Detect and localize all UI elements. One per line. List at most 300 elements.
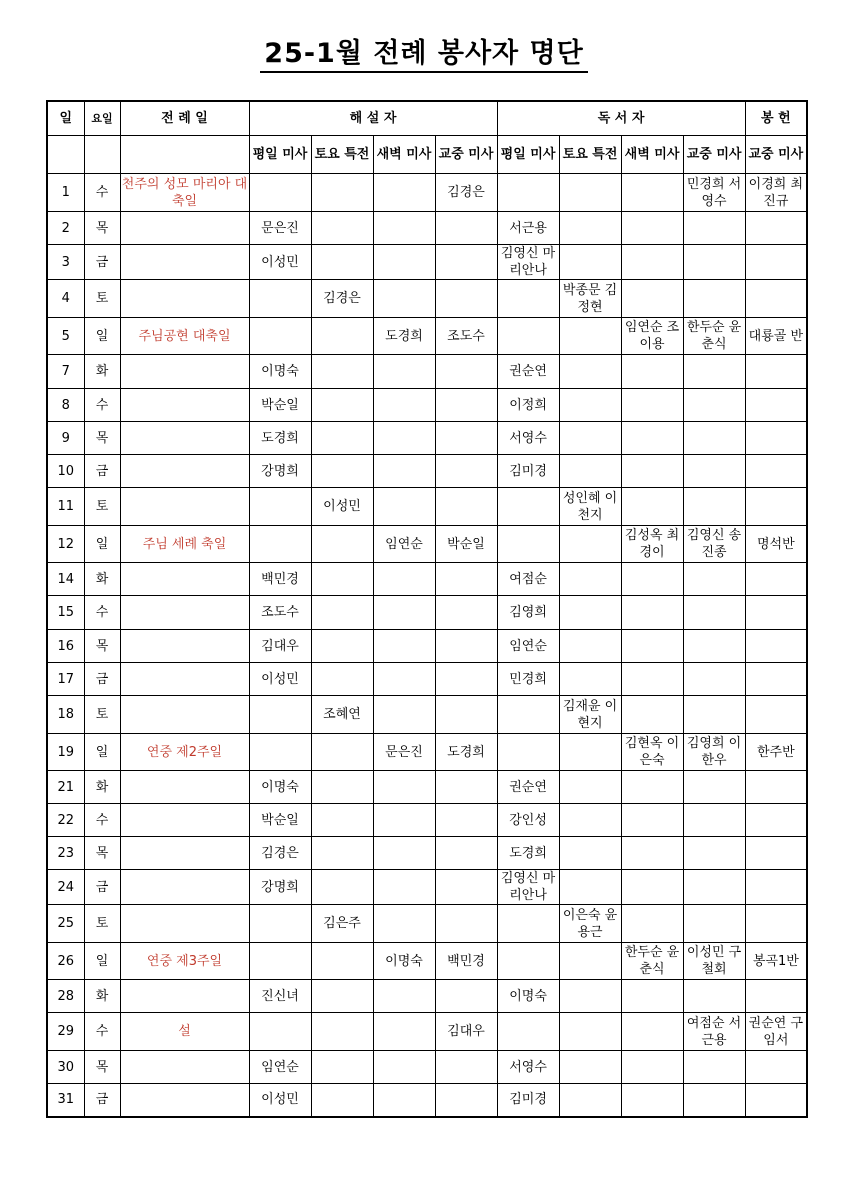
weekday-cell: 화 [84,355,120,389]
weekday-cell: 일 [84,734,120,771]
commentator-saturday-cell [311,596,373,630]
lector-dawn-cell [621,696,683,734]
weekday-cell: 금 [84,245,120,280]
day-cell: 8 [47,389,84,422]
commentator-dawn-cell [373,245,435,280]
commentator-weekday-cell [249,905,311,943]
offering-cell [745,870,807,905]
day-cell: 17 [47,663,84,696]
day-cell: 4 [47,280,84,318]
header-offering: 봉 헌 [745,101,807,136]
offering-cell [745,837,807,870]
liturgy-cell [120,245,249,280]
commentator-dawn-cell: 이명숙 [373,943,435,980]
lector-weekday-cell: 서근용 [497,212,559,245]
day-cell: 31 [47,1084,84,1117]
day-cell: 14 [47,563,84,596]
commentator-dawn-cell [373,1051,435,1084]
commentator-saturday-cell [311,245,373,280]
weekday-cell: 금 [84,455,120,488]
commentator-weekday-cell: 문은진 [249,212,311,245]
lector-saturday-cell [559,422,621,455]
lector-weekday-cell: 김영신 마리안나 [497,245,559,280]
lector-dawn-cell: 김성옥 최경이 [621,526,683,563]
lector-dawn-cell [621,455,683,488]
lector-dawn-cell [621,389,683,422]
commentator-main-cell [435,563,497,596]
offering-cell [745,488,807,526]
commentator-saturday-cell [311,526,373,563]
page-title [0,38,848,73]
lector-saturday-cell [559,389,621,422]
day-cell: 15 [47,596,84,630]
lector-weekday-cell: 도경희 [497,837,559,870]
weekday-cell: 금 [84,663,120,696]
lector-main-cell: 이성민 구철회 [683,943,745,980]
table-row [47,455,807,488]
commentator-main-cell [435,389,497,422]
table-row [47,837,807,870]
table-row [47,943,807,980]
lector-main-cell: 김영신 송진종 [683,526,745,563]
header-day: 일 [47,101,84,136]
commentator-dawn-cell [373,696,435,734]
commentator-dawn-cell [373,804,435,837]
lector-dawn-cell [621,596,683,630]
offering-cell [745,804,807,837]
table-row [47,870,807,905]
lector-main-cell [683,212,745,245]
commentator-saturday-cell [311,837,373,870]
lector-weekday-cell [497,1013,559,1051]
commentator-main-cell [435,663,497,696]
commentator-main-cell [435,804,497,837]
commentator-weekday-cell: 이성민 [249,663,311,696]
weekday-cell: 수 [84,804,120,837]
commentator-dawn-cell [373,280,435,318]
day-cell: 21 [47,771,84,804]
lector-main-cell [683,245,745,280]
commentator-saturday-cell: 조혜연 [311,696,373,734]
weekday-cell: 수 [84,596,120,630]
lector-weekday-cell: 김미경 [497,455,559,488]
roster-body [47,174,807,1117]
commentator-main-cell [435,837,497,870]
lector-weekday-cell: 이정희 [497,389,559,422]
offering-cell: 한주반 [745,734,807,771]
liturgy-cell [120,389,249,422]
liturgy-cell [120,870,249,905]
commentator-main-cell [435,905,497,943]
liturgy-cell [120,771,249,804]
header-c-sat: 토요 특전 [311,136,373,174]
lector-dawn-cell [621,663,683,696]
table-row [47,422,807,455]
page-title-text: 25-1월 전례 봉사자 명단 [260,39,587,73]
offering-cell [745,355,807,389]
lector-dawn-cell [621,905,683,943]
liturgy-cell [120,804,249,837]
weekday-cell: 목 [84,837,120,870]
commentator-saturday-cell [311,1084,373,1117]
offering-cell [745,663,807,696]
lector-saturday-cell [559,870,621,905]
commentator-weekday-cell [249,318,311,355]
offering-cell [745,630,807,663]
commentator-dawn-cell [373,422,435,455]
lector-saturday-cell [559,837,621,870]
day-cell: 19 [47,734,84,771]
header-c-main: 교중 미사 [435,136,497,174]
lector-weekday-cell: 여점순 [497,563,559,596]
commentator-weekday-cell [249,1013,311,1051]
liturgy-cell: 연중 제2주일 [120,734,249,771]
lector-main-cell: 민경희 서영수 [683,174,745,212]
lector-weekday-cell [497,174,559,212]
liturgy-cell [120,563,249,596]
lector-weekday-cell: 서영수 [497,1051,559,1084]
commentator-weekday-cell [249,526,311,563]
commentator-main-cell [435,422,497,455]
lector-saturday-cell [559,318,621,355]
commentator-main-cell [435,696,497,734]
offering-cell [745,596,807,630]
commentator-weekday-cell: 강명희 [249,870,311,905]
commentator-saturday-cell: 김경은 [311,280,373,318]
lector-dawn-cell [621,1084,683,1117]
commentator-dawn-cell [373,870,435,905]
commentator-main-cell [435,212,497,245]
lector-saturday-cell [559,804,621,837]
day-cell: 24 [47,870,84,905]
lector-weekday-cell: 김영신 마리안나 [497,870,559,905]
offering-cell: 봉곡1반 [745,943,807,980]
lector-saturday-cell [559,245,621,280]
header-offering-main: 교중 미사 [745,136,807,174]
day-cell: 1 [47,174,84,212]
table-row [47,1084,807,1117]
commentator-weekday-cell: 이성민 [249,1084,311,1117]
liturgy-cell: 천주의 성모 마리아 대축일 [120,174,249,212]
weekday-cell: 목 [84,212,120,245]
day-cell: 18 [47,696,84,734]
commentator-dawn-cell [373,389,435,422]
lector-main-cell [683,596,745,630]
table-row [47,905,807,943]
weekday-cell: 수 [84,1013,120,1051]
lector-main-cell [683,905,745,943]
lector-weekday-cell: 권순연 [497,355,559,389]
lector-main-cell [683,389,745,422]
lector-main-cell [683,1051,745,1084]
lector-saturday-cell [559,1084,621,1117]
lector-weekday-cell: 김미경 [497,1084,559,1117]
lector-dawn-cell [621,174,683,212]
commentator-main-cell [435,280,497,318]
commentator-saturday-cell [311,630,373,663]
commentator-main-cell: 김경은 [435,174,497,212]
commentator-dawn-cell [373,1013,435,1051]
commentator-dawn-cell [373,630,435,663]
table-row [47,1013,807,1051]
commentator-saturday-cell [311,771,373,804]
lector-weekday-cell [497,526,559,563]
commentator-dawn-cell [373,1084,435,1117]
commentator-weekday-cell [249,943,311,980]
lector-weekday-cell: 강인성 [497,804,559,837]
commentator-main-cell [435,1051,497,1084]
weekday-cell: 수 [84,389,120,422]
table-row [47,980,807,1013]
commentator-main-cell [435,980,497,1013]
commentator-dawn-cell: 임연순 [373,526,435,563]
day-cell: 2 [47,212,84,245]
commentator-saturday-cell [311,734,373,771]
lector-saturday-cell [559,734,621,771]
commentator-dawn-cell [373,905,435,943]
lector-main-cell [683,804,745,837]
commentator-dawn-cell [373,488,435,526]
offering-cell: 권순연 구임서 [745,1013,807,1051]
weekday-cell: 화 [84,563,120,596]
lector-saturday-cell [559,630,621,663]
commentator-main-cell [435,771,497,804]
lector-main-cell [683,696,745,734]
day-cell: 26 [47,943,84,980]
table-row [47,804,807,837]
commentator-saturday-cell: 김은주 [311,905,373,943]
commentator-dawn-cell [373,837,435,870]
weekday-cell: 일 [84,943,120,980]
weekday-cell: 목 [84,630,120,663]
lector-main-cell: 여점순 서근용 [683,1013,745,1051]
weekday-cell: 수 [84,174,120,212]
commentator-weekday-cell: 강명희 [249,455,311,488]
day-cell: 3 [47,245,84,280]
commentator-weekday-cell: 진신녀 [249,980,311,1013]
day-cell: 11 [47,488,84,526]
lector-saturday-cell [559,980,621,1013]
lector-weekday-cell: 이명숙 [497,980,559,1013]
lector-saturday-cell [559,455,621,488]
liturgy-cell: 연중 제3주일 [120,943,249,980]
liturgy-cell: 주님공현 대축일 [120,318,249,355]
commentator-saturday-cell [311,804,373,837]
commentator-dawn-cell [373,980,435,1013]
table-row [47,212,807,245]
lector-dawn-cell [621,422,683,455]
offering-cell [745,1084,807,1117]
offering-cell [745,422,807,455]
lector-dawn-cell [621,280,683,318]
weekday-cell: 화 [84,771,120,804]
commentator-dawn-cell [373,355,435,389]
lector-saturday-cell [559,943,621,980]
lector-dawn-cell [621,804,683,837]
weekday-cell: 화 [84,980,120,1013]
day-cell: 10 [47,455,84,488]
commentator-dawn-cell [373,663,435,696]
offering-cell [745,563,807,596]
day-cell: 25 [47,905,84,943]
lector-saturday-cell [559,563,621,596]
commentator-weekday-cell [249,174,311,212]
day-cell: 30 [47,1051,84,1084]
lector-saturday-cell [559,212,621,245]
table-row [47,174,807,212]
liturgy-cell [120,1051,249,1084]
commentator-weekday-cell: 도경희 [249,422,311,455]
commentator-saturday-cell [311,389,373,422]
liturgy-cell [120,630,249,663]
lector-dawn-cell: 김현옥 이은숙 [621,734,683,771]
day-cell: 5 [47,318,84,355]
lector-dawn-cell [621,1013,683,1051]
table-row [47,563,807,596]
commentator-dawn-cell: 문은진 [373,734,435,771]
lector-main-cell [683,870,745,905]
liturgy-cell [120,212,249,245]
offering-cell [745,696,807,734]
offering-cell [745,771,807,804]
header-l-weekday: 평일 미사 [497,136,559,174]
commentator-weekday-cell: 이명숙 [249,355,311,389]
header-commentator: 해 설 자 [249,101,497,136]
weekday-cell: 목 [84,1051,120,1084]
lector-weekday-cell [497,734,559,771]
commentator-saturday-cell [311,355,373,389]
offering-cell [745,455,807,488]
commentator-weekday-cell: 박순일 [249,389,311,422]
commentator-main-cell: 김대우 [435,1013,497,1051]
day-cell: 7 [47,355,84,389]
liturgy-cell [120,455,249,488]
commentator-weekday-cell [249,280,311,318]
commentator-main-cell: 박순일 [435,526,497,563]
table-row [47,389,807,422]
lector-main-cell [683,422,745,455]
header-liturgy: 전 례 일 [120,101,249,136]
day-cell: 9 [47,422,84,455]
table-row [47,318,807,355]
offering-cell [745,980,807,1013]
lector-dawn-cell [621,488,683,526]
commentator-saturday-cell [311,174,373,212]
commentator-saturday-cell [311,422,373,455]
commentator-dawn-cell [373,455,435,488]
header-row-sub [47,136,807,174]
liturgy-cell [120,905,249,943]
commentator-dawn-cell: 도경희 [373,318,435,355]
lector-weekday-cell [497,318,559,355]
offering-cell [745,905,807,943]
table-row [47,488,807,526]
day-cell: 29 [47,1013,84,1051]
table-row [47,771,807,804]
liturgy-cell [120,1084,249,1117]
lector-weekday-cell: 권순연 [497,771,559,804]
weekday-cell: 목 [84,422,120,455]
commentator-weekday-cell: 박순일 [249,804,311,837]
commentator-dawn-cell [373,771,435,804]
weekday-cell: 일 [84,526,120,563]
offering-cell [745,389,807,422]
lector-weekday-cell: 임연순 [497,630,559,663]
commentator-saturday-cell [311,212,373,245]
table-row [47,734,807,771]
commentator-dawn-cell [373,596,435,630]
table-row [47,630,807,663]
lector-main-cell [683,455,745,488]
lector-dawn-cell [621,837,683,870]
day-cell: 22 [47,804,84,837]
lector-main-cell: 김영희 이한우 [683,734,745,771]
lector-main-cell [683,488,745,526]
commentator-main-cell [435,1084,497,1117]
commentator-saturday-cell [311,455,373,488]
lector-saturday-cell [559,1013,621,1051]
commentator-weekday-cell: 조도수 [249,596,311,630]
header-c-weekday: 평일 미사 [249,136,311,174]
commentator-saturday-cell [311,980,373,1013]
liturgy-cell [120,355,249,389]
lector-weekday-cell [497,488,559,526]
day-cell: 28 [47,980,84,1013]
weekday-cell: 토 [84,696,120,734]
commentator-main-cell: 백민경 [435,943,497,980]
weekday-cell: 일 [84,318,120,355]
offering-cell [745,212,807,245]
weekday-cell: 금 [84,870,120,905]
lector-weekday-cell: 김영희 [497,596,559,630]
lector-saturday-cell: 박종문 김정현 [559,280,621,318]
commentator-main-cell [435,488,497,526]
lector-saturday-cell [559,771,621,804]
header-lector: 독 서 자 [497,101,745,136]
lector-dawn-cell [621,355,683,389]
liturgy-cell [120,696,249,734]
lector-saturday-cell [559,526,621,563]
lector-weekday-cell: 서영수 [497,422,559,455]
commentator-saturday-cell [311,563,373,596]
lector-main-cell [683,837,745,870]
commentator-main-cell [435,355,497,389]
table-row [47,596,807,630]
offering-cell [745,280,807,318]
commentator-main-cell: 도경희 [435,734,497,771]
liturgy-cell [120,422,249,455]
header-weekday: 요일 [84,101,120,136]
header-l-sat: 토요 특전 [559,136,621,174]
lector-main-cell [683,1084,745,1117]
table-row [47,355,807,389]
lector-weekday-cell: 민경희 [497,663,559,696]
table-row [47,280,807,318]
commentator-main-cell [435,870,497,905]
table-row [47,696,807,734]
lector-dawn-cell [621,212,683,245]
commentator-dawn-cell [373,174,435,212]
offering-cell: 명석반 [745,526,807,563]
commentator-main-cell [435,630,497,663]
liturgy-cell [120,837,249,870]
lector-dawn-cell [621,245,683,280]
lector-dawn-cell [621,771,683,804]
commentator-saturday-cell: 이성민 [311,488,373,526]
weekday-cell: 토 [84,280,120,318]
commentator-weekday-cell: 김대우 [249,630,311,663]
lector-dawn-cell: 한두순 윤춘식 [621,943,683,980]
